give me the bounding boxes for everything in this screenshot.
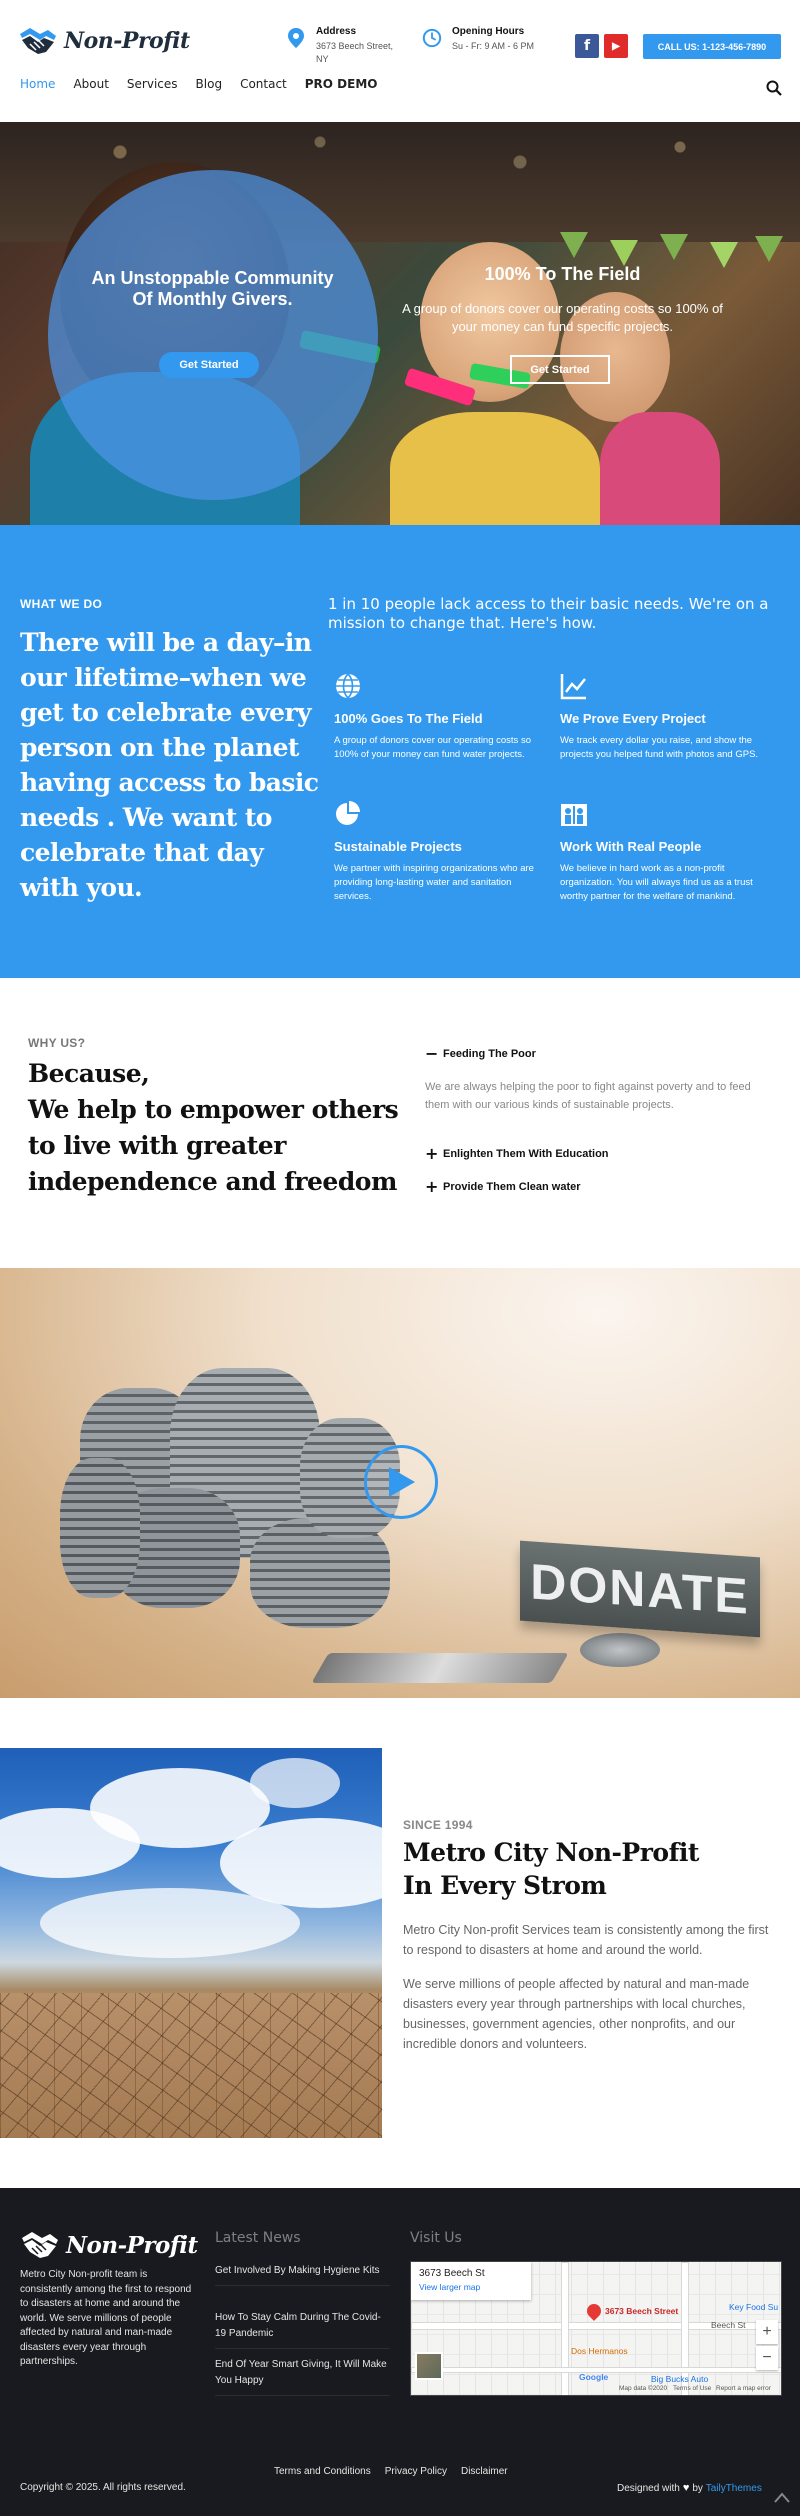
single-coin	[580, 1633, 660, 1667]
since-title: Metro City Non-Profit In Every Strom	[403, 1838, 699, 1900]
party-flag	[755, 236, 783, 262]
map-pin-icon	[584, 2301, 604, 2321]
accordion-title: Provide Them Clean water	[443, 1180, 581, 1193]
hours-title: Opening Hours	[452, 26, 525, 37]
hours-text: Su - Fr: 9 AM - 6 PM	[452, 41, 535, 51]
map-label: Key Food Su	[729, 2302, 779, 2312]
feature-text: We track every dollar you raise, and show the projects you helped fund with photos and GPS.	[560, 735, 759, 760]
call-us-button[interactable]: CALL US: 1-123-456-7890	[643, 34, 781, 59]
coin-stack	[60, 1458, 140, 1598]
video-play-button[interactable]	[364, 1445, 438, 1519]
nav-home[interactable]: Home	[20, 77, 56, 91]
feature-prove	[560, 672, 775, 762]
what-we-do-heading: There will be a day–in our lifetime–when we get to celebrate every person on the planet having access to basic needs . We want to celebrate that day with you.	[20, 628, 319, 902]
footer-news-title: Latest News	[215, 2230, 301, 2246]
hours-block	[422, 26, 534, 53]
hero-get-started-outline-button[interactable]: Get Started	[510, 355, 610, 384]
minus-icon: −	[425, 1044, 439, 1063]
map-info-card	[411, 2262, 531, 2300]
credit-by: by	[692, 2482, 703, 2494]
copyright-text: Copyright © 2025. All rights reserved.	[20, 2482, 186, 2493]
map-terms-link[interactable]: Terms of Use	[673, 2385, 712, 2392]
drought-image	[0, 1748, 382, 2138]
footer-logo-text: Non-Profit	[66, 2231, 198, 2259]
logo-text: Non-Profit	[64, 28, 190, 54]
since-1994-section	[0, 1698, 800, 2188]
accordion-title: Feeding The Poor	[443, 1047, 536, 1060]
since-eyebrow: SINCE 1994	[403, 1818, 473, 1832]
theme-author-link[interactable]: TailyThemes	[705, 2482, 762, 2494]
feature-text: We partner with inspiring organizations who are providing long-lasting water and sanitation services.	[334, 863, 534, 902]
nav-pro-demo[interactable]: PRO DEMO	[304, 77, 378, 91]
feature-sustainable	[334, 800, 549, 904]
cloud	[40, 1888, 300, 1958]
designer-credit	[617, 2482, 762, 2494]
feature-title: Sustainable Projects	[334, 839, 462, 854]
accordion-title: Enlighten Them With Education	[443, 1147, 609, 1160]
location-map[interactable]	[410, 2261, 782, 2396]
accordion-item-education[interactable]	[425, 1144, 609, 1163]
why-us-eyebrow: WHY US?	[28, 1036, 86, 1050]
hero-circle-overlay	[48, 170, 378, 500]
view-larger-map-link[interactable]: View larger map	[419, 2282, 481, 2292]
credit-prefix: Designed with	[617, 2482, 680, 2494]
since-paragraph-1: Metro City Non-profit Services team is consistently among the first to respond to disasters at home and around the world.	[403, 1923, 769, 1957]
why-us-heading-rest: We help to empower others to live with greater independence and freedom	[28, 1095, 399, 1196]
map-pin-icon	[286, 27, 306, 49]
hero-get-started-button[interactable]: Get Started	[159, 352, 259, 378]
party-flag	[610, 240, 638, 266]
why-us-heading-line1: Because,	[28, 1059, 150, 1088]
child-shirt	[390, 412, 600, 525]
map-road	[561, 2262, 569, 2396]
footer-logo[interactable]	[20, 2228, 198, 2262]
what-we-do-eyebrow: WHAT WE DO	[20, 597, 103, 611]
play-icon	[385, 1465, 417, 1499]
hero-left-title: An Unstoppable Community Of Monthly Givers.	[91, 268, 334, 309]
handshake-icon	[18, 24, 58, 58]
address-line2: NY	[316, 54, 329, 64]
nav-services[interactable]: Services	[126, 77, 178, 91]
map-label: Map data ©2020	[619, 2385, 668, 2392]
news-item[interactable]: How To Stay Calm During The Covid-19 Pandemic	[215, 2310, 390, 2349]
privacy-link[interactable]: Privacy Policy	[384, 2466, 447, 2477]
why-us-heading	[28, 1056, 408, 1200]
address-title: Address	[316, 26, 357, 37]
donate-sign: DONATE	[520, 1541, 760, 1638]
what-we-do-section	[0, 525, 800, 978]
zoom-in-button[interactable]: +	[756, 2320, 778, 2344]
main-nav	[20, 77, 395, 91]
handshake-icon	[20, 2228, 60, 2262]
map-report-link[interactable]: Report a map error	[716, 2385, 771, 2392]
address-block	[286, 26, 393, 66]
news-item[interactable]: Get Involved By Making Hygiene Kits	[215, 2263, 390, 2286]
news-item[interactable]: End Of Year Smart Giving, It Will Make You Happy	[215, 2357, 390, 2396]
what-we-do-intro: 1 in 10 people lack access to their basic needs. We're on a mission to change that. Here's how.	[328, 595, 769, 632]
search-icon[interactable]	[766, 80, 782, 96]
site-logo[interactable]	[18, 24, 190, 58]
map-label: Beech St	[711, 2320, 746, 2330]
footer-about: Metro City Non-profit team is consistently among the first to respond to disasters at home and around the world. We serve millions of people affected by natural and man-made disasters every year through partnerships.	[20, 2269, 192, 2367]
cloud	[250, 1758, 340, 1808]
line-chart-icon	[560, 672, 588, 700]
accordion-item-feeding[interactable]	[425, 1044, 536, 1063]
site-header	[0, 0, 800, 122]
heart-icon: ♥	[682, 2482, 690, 2494]
street-view-thumbnail[interactable]	[415, 2352, 443, 2380]
feature-text: We believe in hard work as a non-profit organization. You will always find us as a trust worthy partner for the welfare of mankind.	[560, 863, 753, 902]
google-logo: Google	[579, 2372, 609, 2382]
map-card-title: 3673 Beech St	[419, 2268, 485, 2279]
youtube-icon[interactable]: ▶	[604, 34, 628, 58]
address-line1: 3673 Beech Street,	[316, 41, 394, 51]
feature-people	[560, 800, 775, 904]
people-icon	[560, 800, 588, 828]
nav-blog[interactable]: Blog	[195, 77, 223, 91]
accordion-item-water[interactable]	[425, 1177, 581, 1196]
feature-title: 100% Goes To The Field	[334, 711, 483, 726]
footer-visit-title: Visit Us	[410, 2230, 462, 2246]
map-label: Dos Hermanos	[571, 2346, 628, 2356]
nav-contact[interactable]: Contact	[240, 77, 287, 91]
feature-title: Work With Real People	[560, 839, 702, 854]
hero-right-text: A group of donors cover our operating costs so 100% of your money can fund specific projects.	[402, 301, 723, 334]
accordion-body: We are always helping the poor to fight against poverty and to feed them with our various kinds of sustainable projects.	[425, 1081, 751, 1111]
why-us-section	[0, 978, 800, 1268]
party-flag	[660, 234, 688, 260]
globe-icon	[334, 672, 362, 700]
terms-link[interactable]: Terms and Conditions	[274, 2466, 371, 2477]
disclaimer-link[interactable]: Disclaimer	[460, 2466, 508, 2477]
feature-text: A group of donors cover our operating costs so 100% of your money can fund water projects.	[334, 735, 531, 760]
site-footer	[0, 2188, 800, 2516]
child-shirt	[600, 412, 720, 525]
clock-icon	[422, 27, 442, 49]
hero-right-title: 100% To The Field	[484, 264, 641, 284]
footer-bottom-links	[274, 2466, 522, 2477]
map-label: Big Bucks Auto	[651, 2374, 709, 2384]
nav-about[interactable]: About	[73, 77, 109, 91]
zoom-out-button[interactable]: −	[756, 2346, 778, 2370]
cracked-earth	[0, 1993, 382, 2138]
facebook-icon[interactable]: f	[575, 34, 599, 58]
party-flag	[560, 232, 588, 258]
plus-icon: +	[425, 1144, 439, 1163]
plus-icon: +	[425, 1177, 439, 1196]
map-pin-label: 3673 Beech Street	[605, 2306, 679, 2316]
feature-field	[334, 672, 549, 762]
pie-chart-icon	[334, 800, 362, 828]
since-paragraph-2: We serve millions of people affected by natural and man-made disasters every year through partnerships with local churches, businesses, government agencies, other nonprofits, and our incredible donors and volunteers.	[403, 1977, 750, 2051]
scroll-to-top-icon[interactable]	[772, 2488, 792, 2508]
feature-title: We Prove Every Project	[560, 711, 706, 726]
arrow-shape	[311, 1653, 568, 1683]
